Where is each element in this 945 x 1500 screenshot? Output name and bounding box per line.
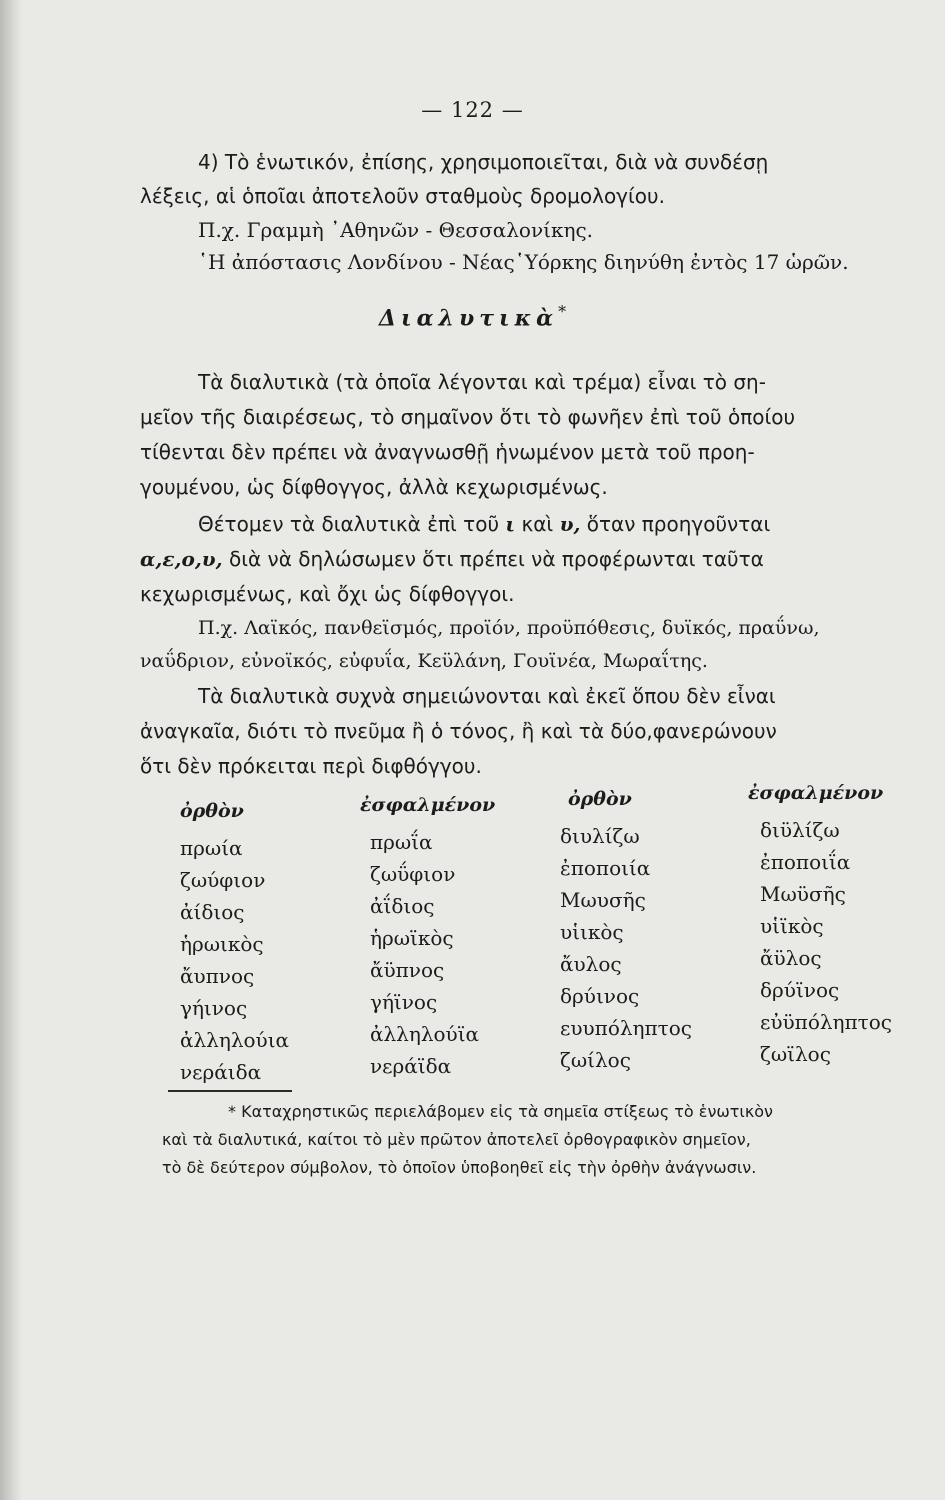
examples-line-2: ναΰδριον, εὐνοϊκός, εὐφυΐα, Κεϋλάνη, Γουϊνέα, Μωραΐτης. — [140, 650, 708, 672]
table-cell: Μωυσῆς — [560, 888, 646, 912]
intro-line-3: Π.χ. Γραμμὴ ᾽Αθηνῶν - Θεσσαλονίκης. — [198, 218, 593, 242]
paragraph-3-line-1: Τὰ διαλυτικὰ συχνὰ σημειώνονται καὶ ἐκεῖ ὅπου δὲν εἶναι — [198, 684, 776, 708]
paragraph-2-kai: καὶ — [521, 512, 554, 536]
footnote-marker: * — [558, 302, 567, 321]
letter-iota: ι — [505, 512, 516, 536]
examples-line-1: Π.χ. Λαϊκός, πανθεϊσμός, προϊόν, προϋπόθεσις, δυϊκός, πραΰνω, — [198, 617, 820, 639]
paragraph-3-line-3: ὅτι δὲν πρόκειται περὶ διφθόγγου. — [140, 754, 482, 778]
paragraph-2-line-1 — [198, 514, 770, 534]
table-cell: διϋλίζω — [760, 818, 840, 842]
paragraph-1-line-1: Τὰ διαλυτικὰ (τὰ ὁποῖα λέγονται καὶ τρέμα) εἶναι τὸ ση- — [198, 370, 766, 394]
table-cell: πρωΐα — [370, 830, 433, 854]
page-binding-shadow — [0, 0, 22, 1500]
column-header-correct-2: ὀρθὸν — [568, 788, 632, 810]
page-number: — 122 — — [421, 98, 524, 122]
table-cell: ζωϊλος — [760, 1042, 831, 1066]
intro-line-4: ῾Η ἀπόστασις Λονδίνου - Νέας῾Υόρκης διηνύθη ἐντὸς 17 ὡρῶν. — [198, 250, 849, 274]
table-cell: γήινος — [180, 996, 248, 1020]
table-cell: νεράϊδα — [370, 1054, 452, 1078]
intro-line-2: λέξεις, αἱ ὁποῖαι ἀποτελοῦν σταθμοὺς δρομολογίου. — [140, 184, 665, 208]
paragraph-3-line-2: ἀναγκαῖα, διότι τὸ πνεῦμα ἢ ὁ τόνος, ἢ καὶ τὰ δύο,φανερώνουν — [140, 719, 777, 743]
table-cell: ἀίδιος — [180, 900, 245, 924]
table-cell: ἀΐδιος — [370, 894, 435, 918]
table-cell: ἀλληλούϊα — [370, 1022, 480, 1046]
paragraph-1-line-3: τίθενται δὲν πρέπει νὰ ἀναγνωσθῇ ἡνωμένον μετὰ τοῦ προη- — [140, 440, 755, 464]
paragraph-1-line-2: μεῖον τῆς διαιρέσεως, τὸ σημαῖνον ὅτι τὸ φωνῆεν ἐπὶ τοῦ ὁποίου — [140, 405, 796, 429]
table-cell: υἱϊκὸς — [760, 914, 824, 938]
section-heading — [0, 302, 945, 331]
paragraph-1-line-4: γουμένου, ὡς δίφθογγος, ἀλλὰ κεχωρισμένως. — [140, 475, 608, 499]
paragraph-2-text-b: ὅταν προηγοῦνται — [586, 512, 771, 536]
table-cell: ἀλληλούια — [180, 1028, 290, 1052]
table-cell: εὐϋπόληπτος — [760, 1010, 892, 1034]
footnote-line-3: τὸ δὲ δεύτερον σύμβολον, τὸ ὁποῖον ὑποβοηθεῖ εἰς τὴν ὀρθὴν ἀνάγνωσιν. — [162, 1158, 757, 1177]
column-header-correct-1: ὀρθὸν — [180, 800, 244, 822]
table-cell: ευυπόληπτος — [560, 1016, 692, 1040]
vowel-list: α,ε,ο,υ, — [140, 547, 223, 571]
column-header-wrong-2: ἐσφαλμένον — [748, 782, 884, 804]
table-cell: γήϊνος — [370, 990, 438, 1014]
table-cell: διυλίζω — [560, 824, 640, 848]
table-cell: Μωϋσῆς — [760, 882, 846, 906]
letter-ypsilon: υ, — [559, 512, 581, 536]
intro-line-1: 4) Τὸ ἑνωτικόν, ἐπίσης, χρησιμοποιεῖται, διὰ νὰ συνδέσῃ — [198, 150, 769, 174]
table-cell: ζωίλος — [560, 1048, 631, 1072]
table-cell: πρωία — [180, 836, 243, 860]
table-cell: ἄϋλος — [760, 946, 822, 970]
table-cell: ἡρωϊκὸς — [370, 926, 454, 950]
table-cell: υἱικὸς — [560, 920, 624, 944]
table-cell: ζωΰφιον — [370, 862, 456, 886]
section-heading-title: Διαλυτικὰ — [378, 305, 559, 332]
table-cell: ἐποποιία — [560, 856, 651, 880]
paragraph-2-line-2 — [140, 549, 764, 569]
paragraph-2-line-3: κεχωρισμένως, καὶ ὄχι ὡς δίφθογγοι. — [140, 582, 515, 606]
table-cell: δρύινος — [560, 984, 640, 1008]
paragraph-2-line-2-text: διὰ νὰ δηλώσωμεν ὅτι πρέπει νὰ προφέρωνται ταῦτα — [228, 547, 764, 571]
table-cell: ζωύφιον — [180, 868, 266, 892]
table-cell: ἄϋπνος — [370, 958, 445, 982]
footnote-line-1: * Καταχρηστικῶς περιελάβομεν εἰς τὰ σημεῖα στίξεως τὸ ἑνωτικὸν — [228, 1102, 773, 1121]
paragraph-2-text-a: Θέτομεν τὰ διαλυτικὰ ἐπὶ τοῦ — [198, 512, 500, 536]
table-cell: ἐποποιΐα — [760, 850, 851, 874]
table-cell: ἡρωικὸς — [180, 932, 264, 956]
footnote-line-2: καὶ τὰ διαλυτικά, καίτοι τὸ μὲν πρῶτον ἀποτελεῖ ὀρθογραφικὸν σημεῖον, — [162, 1130, 751, 1149]
table-cell: δρύϊνος — [760, 978, 840, 1002]
table-cell: νεράιδα — [180, 1060, 262, 1084]
footnote-rule — [168, 1090, 292, 1092]
table-cell: ἄυλος — [560, 952, 622, 976]
column-header-wrong-1: ἐσφαλμένον — [360, 794, 496, 816]
table-cell: ἄυπνος — [180, 964, 255, 988]
